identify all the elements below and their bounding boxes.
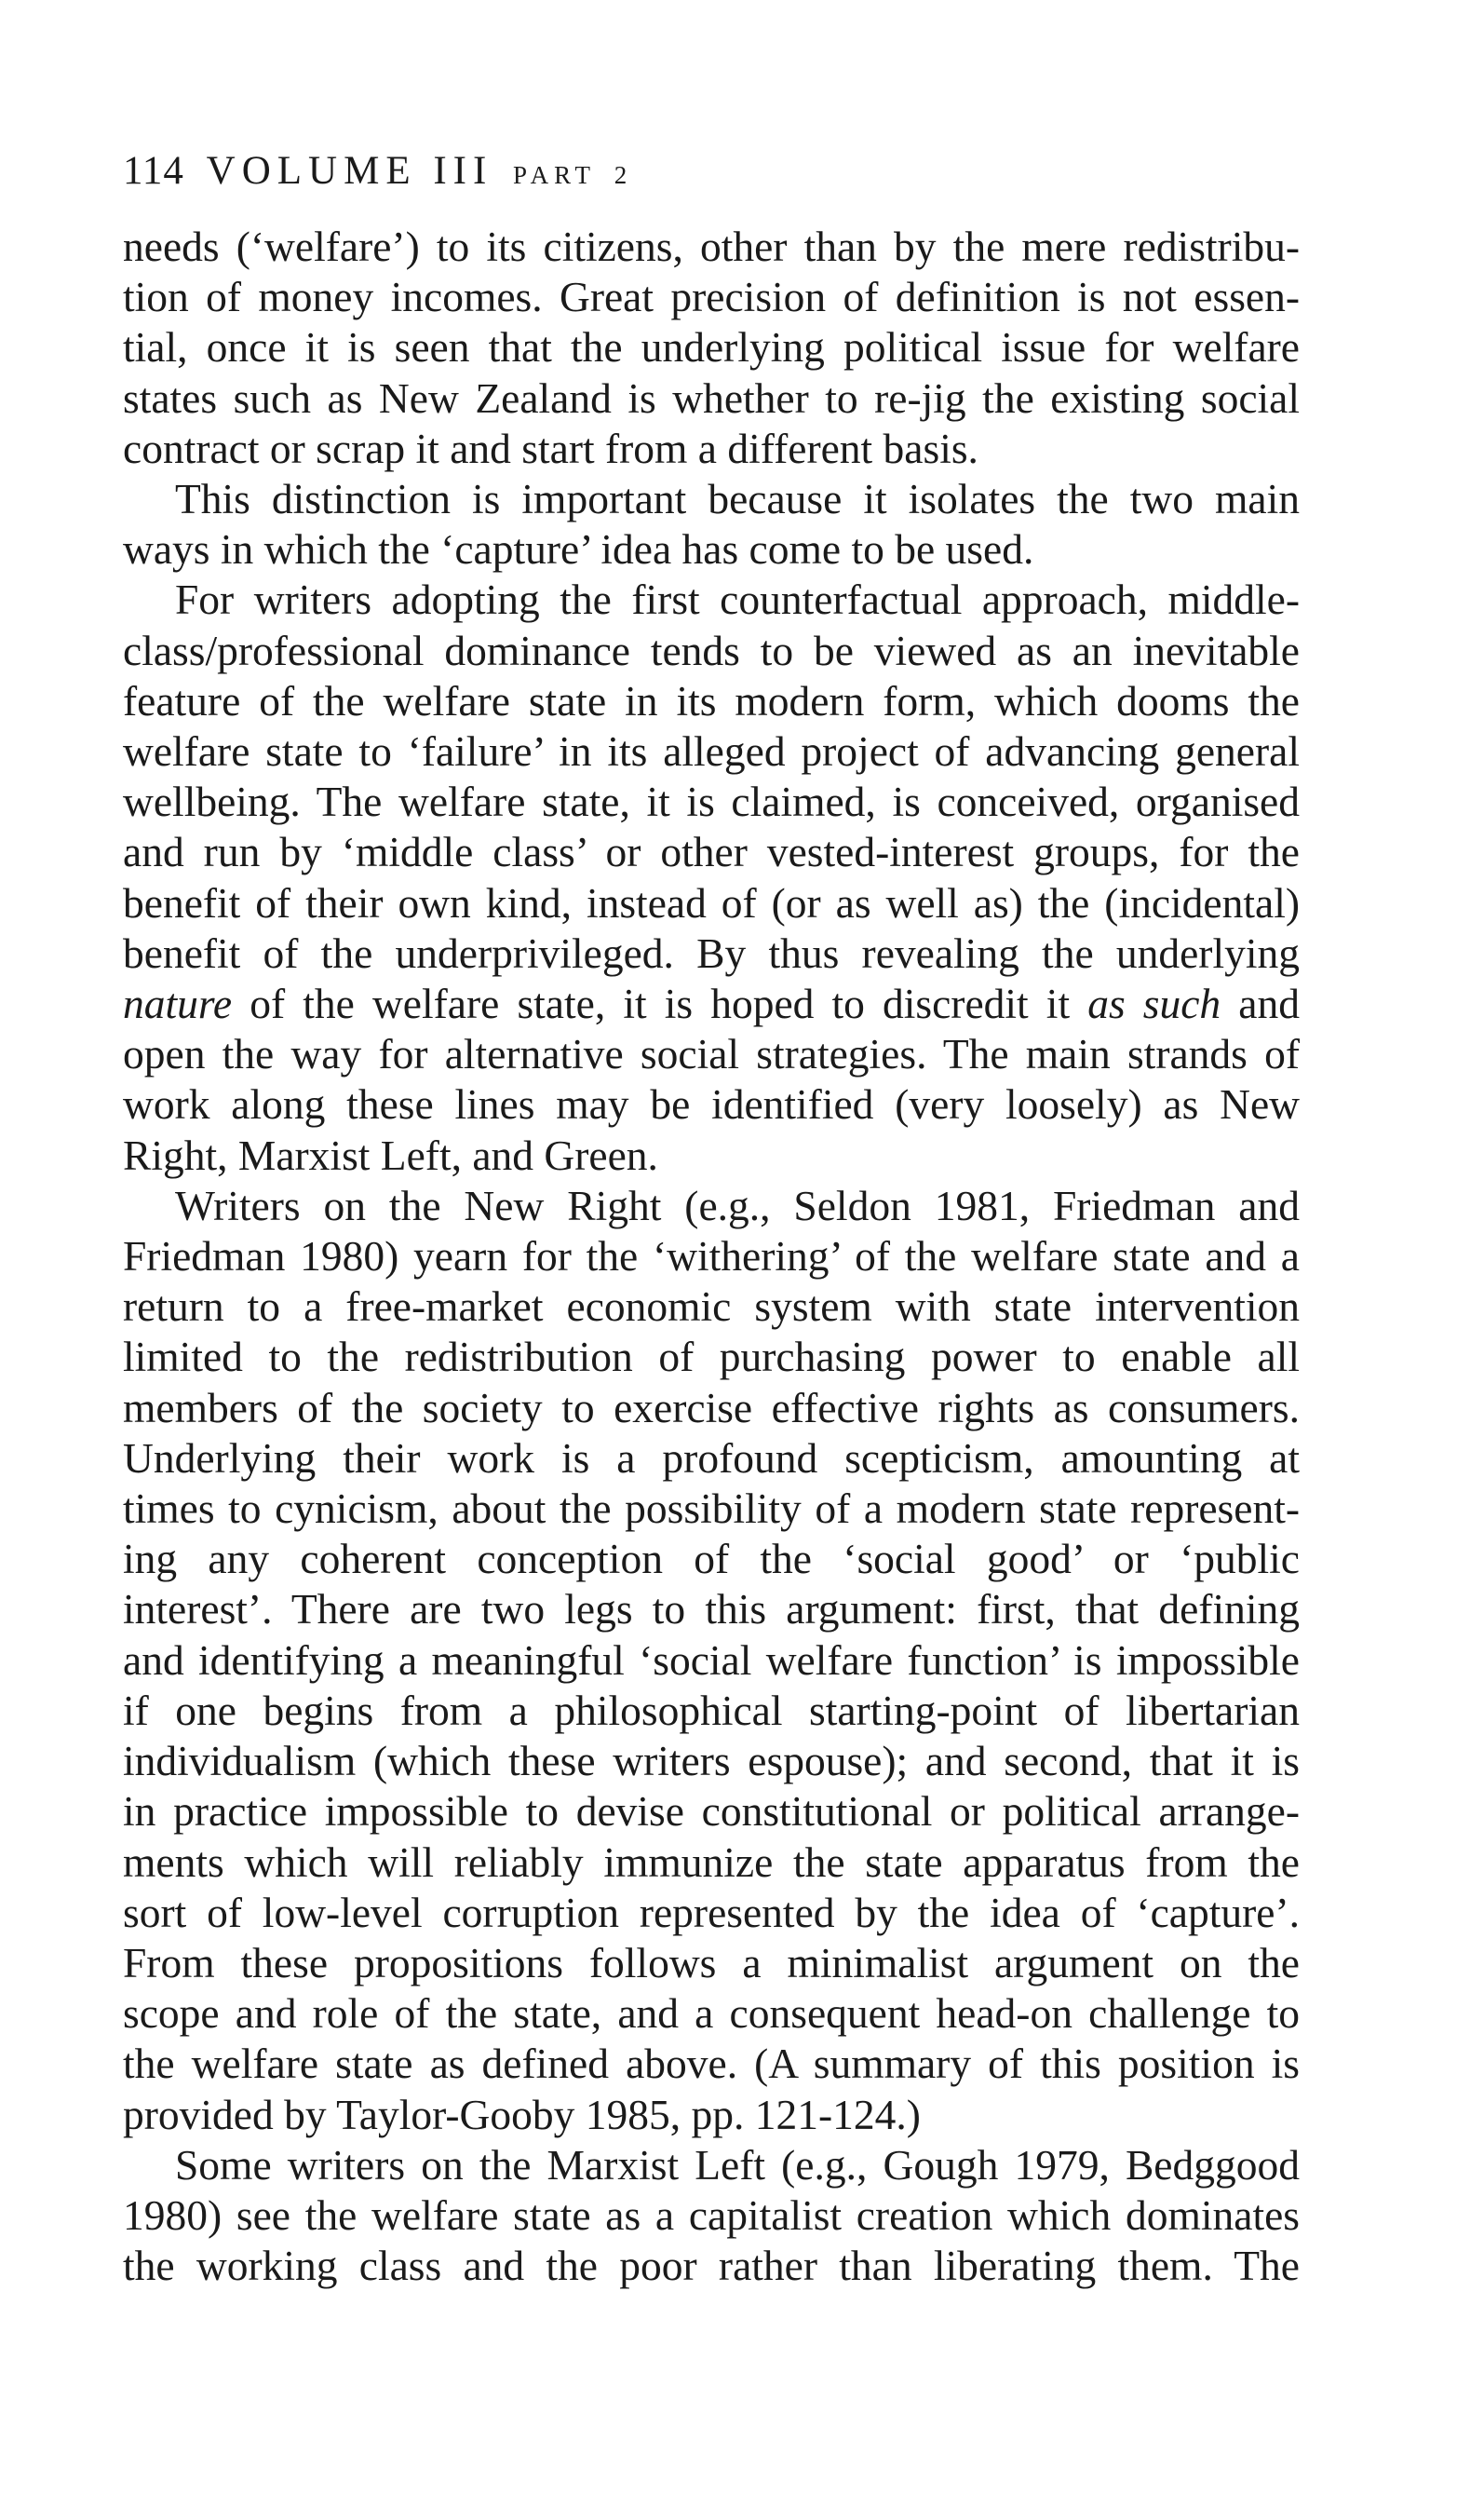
italic-phrase: as such [1087,980,1221,1028]
text-line: tion of money incomes. Great precision of definition is not essen- [123,273,1300,321]
running-head [123,142,1300,201]
text-line: benefit of their own kind, instead of (or as well as) the (incidental) [123,878,1300,927]
text-line: and identifying a meaningful ‘social welfare function’ is impossible [123,1635,1300,1684]
book-page [123,142,1300,2291]
text-line: Right, Marxist Left, and Green. [123,1131,658,1179]
body-text [123,222,1300,2291]
text-line: states such as New Zealand is whether to re-jig the existing social [123,373,1300,422]
text-line: Writers on the New Right (e.g., Seldon 1981, Friedman and [175,1181,1300,1229]
text-line: provided by Taylor-Gooby 1985, pp. 121-124.) [123,2090,921,2138]
text-line: if one begins from a philosophical starting-point of libertarian [123,1686,1300,1734]
text-line: open the way for alternative social strategies. The main strands of [123,1030,1300,1078]
part-number: 2 [614,161,628,189]
text-line: return to a free-market economic system with state intervention [123,1282,1300,1331]
italic-word: nature [123,980,233,1028]
text-line: feature of the welfare state in its modern form, which dooms the [123,676,1300,725]
text-line: welfare state to ‘failure’ in its alleged project of advancing general [123,727,1300,776]
part-label: PART [513,161,596,189]
text-line: interest’. There are two legs to this argument: first, that defining [123,1585,1300,1634]
text-line: 1980) see the welfare state as a capitalist creation which dominates [123,2190,1300,2239]
text-line: Some writers on the Marxist Left (e.g., Gough 1979, Bedggood [175,2140,1300,2189]
paragraph-4 [123,1181,1300,2140]
text-line: From these propositions follows a minimalist argument on the [123,1938,1300,1986]
text-line: Underlying their work is a profound scepticism, amounting at [123,1433,1300,1482]
text-line: work along these lines may be identified (very loosely) as New [123,1080,1300,1129]
paragraph-2 [123,474,1300,575]
volume-label: VOLUME III [206,149,493,193]
text-line: benefit of the underprivileged. By thus revealing the underlying [123,929,1300,977]
text-line: sort of low-level corruption represented by the idea of ‘capture’. [123,1888,1300,1936]
text-line: needs (‘welfare’) to its citizens, other than by the mere redistribu- [123,223,1300,270]
text-line: contract or scrap it and start from a different basis. [123,424,978,472]
text-line: scope and role of the state, and a consequent head-on challenge to [123,1989,1300,2038]
text-line: limited to the redistribution of purchasing power to enable all [123,1333,1300,1381]
text-line: individualism (which these writers espouse); and second, that it is [123,1737,1300,1785]
text-line: tial, once it is seen that the underlying political issue for welfare [123,323,1300,372]
paragraph-5 [123,2140,1300,2292]
text-line: ments which will reliably immunize the state apparatus from the [123,1837,1300,1886]
text-line: the welfare state as defined above. (A summary of this position is [123,2040,1300,2088]
text-line: This distinction is important because it isolates the two main [175,475,1300,523]
text-line: in practice impossible to devise constitutional or political arrange- [123,1787,1300,1836]
text-line: wellbeing. The welfare state, it is claimed, is conceived, organised [123,778,1300,826]
page-number: 114 [123,149,184,193]
text-line: members of the society to exercise effective rights as consumers. [123,1383,1300,1431]
text-line: Friedman 1980) yearn for the ‘withering’ of the welfare state and a [123,1232,1300,1281]
text-line: times to cynicism, about the possibility of a modern state represent- [123,1484,1300,1533]
paragraph-1 [123,222,1300,474]
text-line: the working class and the poor rather than liberating them. The [123,2242,1300,2290]
text-line-with-italics: nature of the welfare state, it is hoped to discredit it as such and [123,980,1300,1028]
text-line: ways in which the ‘capture’ idea has come to be used. [123,525,1034,574]
text-line: and run by ‘middle class’ or other vested-interest groups, for the [123,828,1300,876]
paragraph-3 [123,575,1300,1180]
text-line: class/professional dominance tends to be viewed as an inevitable [123,626,1300,674]
text-line: For writers adopting the first counterfactual approach, middle- [175,576,1300,624]
text-line: ing any coherent conception of the ‘social good’ or ‘public [123,1535,1300,1583]
